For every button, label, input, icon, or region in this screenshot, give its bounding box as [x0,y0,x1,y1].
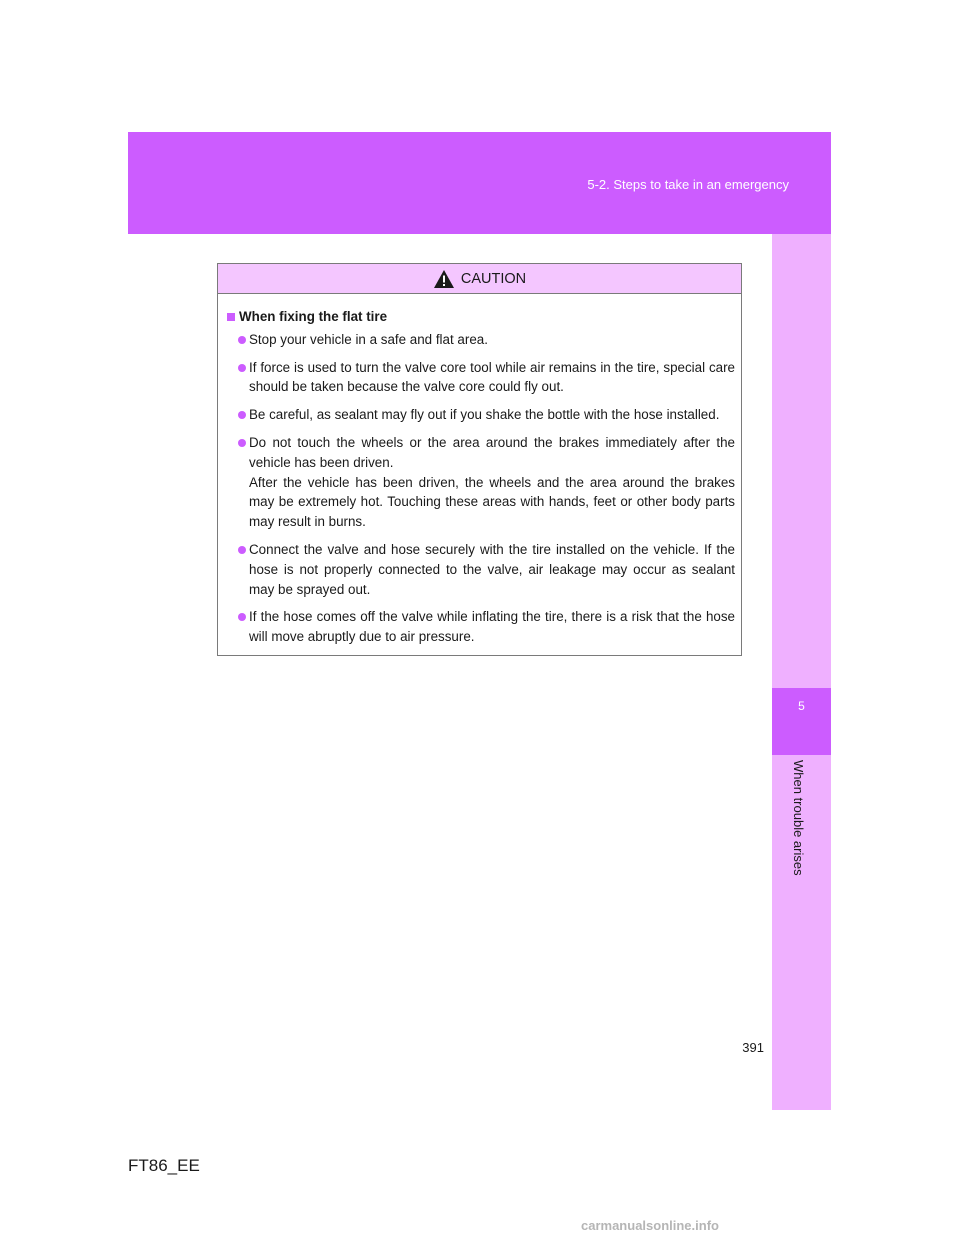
square-bullet-icon [227,313,235,321]
caution-header [218,264,741,294]
subheading-text: When fixing the flat tire [239,309,388,324]
list-item [227,330,735,350]
list-item-text: Stop your vehicle in a safe and flat area. [249,331,488,347]
bullet-icon [238,613,246,621]
caution-box [217,263,742,656]
list-item [227,433,735,532]
list-item-text: Do not touch the wheels or the area around the brakes immediately after the vehicle has been driven. [249,434,735,470]
list-item-text: Connect the valve and hose securely with the tire installed on the vehicle. If the hose is not properly connected to the valve, air leakage may occur as sealant may be sprayed out. [249,541,735,597]
list-item-continuation: After the vehicle has been driven, the wheels and the area around the brakes may be extremely hot. Touching these areas with hands, feet or other body parts may result in burns. [249,474,735,530]
section-reference: 5-2. Steps to take in an emergency [587,177,789,192]
bullet-icon [238,439,246,447]
document-id: FT86_EE [128,1156,200,1175]
bullet-icon [238,546,246,554]
list-item [227,540,735,599]
caution-subheading [227,307,735,327]
bullet-icon [238,411,246,419]
chapter-title: When trouble arises [791,760,806,876]
chapter-tab[interactable] [772,688,831,755]
list-item [227,358,735,398]
bullet-icon [238,364,246,372]
list-item-text: If the hose comes off the valve while inflating the tire, there is a risk that the hose will move abruptly due to air pressure. [249,609,735,645]
warning-triangle-icon [433,269,455,289]
side-tab [772,234,831,1110]
list-item [227,405,735,425]
list-item [227,607,735,647]
bullet-icon [238,336,246,344]
header-band [128,132,831,234]
watermark: carmanualsonline.info [581,1218,719,1233]
chapter-number: 5 [798,699,805,713]
caution-title: CAUTION [460,270,527,287]
list-item-text: If force is used to turn the valve core tool while air remains in the tire, special care should be taken because the valve core could fly out. [249,359,735,395]
caution-body [218,294,741,647]
list-item-text: Be careful, as sealant may fly out if you shake the bottle with the hose installed. [249,407,720,423]
page-number: 391 [742,1040,764,1055]
